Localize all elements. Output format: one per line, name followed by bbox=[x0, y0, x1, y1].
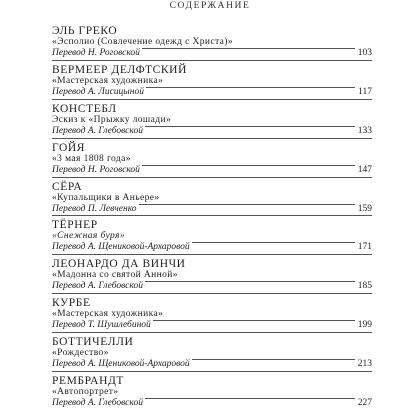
artist-name: ЭЛЬ ГРЕКО bbox=[52, 25, 118, 37]
artist-name: КОНСТЕБЛ bbox=[52, 102, 117, 115]
artwork-title: «Автопортрет» bbox=[52, 387, 119, 398]
artwork-title: «Купальщики в Аньере» bbox=[52, 192, 160, 203]
toc-entry[interactable] bbox=[52, 216, 372, 255]
artist-name: ТЁРНЕР bbox=[52, 219, 98, 232]
page-number: 199 bbox=[355, 320, 372, 331]
translator-row bbox=[52, 359, 372, 370]
artist-name: ВЕРМЕЕР ДЕЛФТСКИЙ bbox=[52, 63, 187, 76]
translator-row bbox=[52, 242, 372, 253]
translator-row bbox=[52, 281, 372, 292]
artwork-title: «Рождество» bbox=[52, 348, 109, 359]
artwork-title: «3 мая 1808 года» bbox=[52, 153, 131, 164]
translator-row bbox=[52, 204, 372, 215]
page-number: 185 bbox=[355, 281, 372, 292]
artist-name: ЛЕОНАРДО ДА ВИНЧИ bbox=[52, 258, 186, 271]
translator: Перевод А. Глебовской bbox=[52, 281, 143, 292]
translator: Перевод Т. Шушлебиной bbox=[52, 320, 151, 331]
translator: Перевод Н. Роговской bbox=[52, 48, 140, 58]
artwork-title: «Мастерская художника» bbox=[52, 75, 164, 86]
toc-entry[interactable] bbox=[52, 255, 372, 294]
translator: Перевод Н. Роговской bbox=[52, 164, 140, 175]
artwork-title: «Эсполио (Совлечение одежд с Христа)» bbox=[52, 37, 233, 47]
artwork-title: «Мастерская художника» bbox=[52, 309, 164, 320]
toc-entry[interactable] bbox=[52, 100, 372, 139]
page-number: 227 bbox=[355, 398, 372, 409]
artwork-title: «Снежная буря» bbox=[52, 231, 126, 242]
toc-entry[interactable] bbox=[52, 372, 372, 411]
translator-row bbox=[52, 48, 372, 59]
translator-row bbox=[52, 165, 372, 176]
translator: Перевод А. Щениковой-Архаровой bbox=[52, 359, 190, 370]
page-number: 147 bbox=[355, 165, 372, 176]
toc-entry[interactable] bbox=[52, 139, 372, 178]
page-number: 213 bbox=[355, 359, 372, 370]
toc-entry[interactable] bbox=[52, 61, 372, 100]
page-header: СОДЕРЖАНИЕ bbox=[169, 1, 251, 11]
page-number: 159 bbox=[355, 204, 372, 215]
translator-row bbox=[52, 320, 372, 331]
toc-entry[interactable] bbox=[52, 22, 372, 61]
page-number: 103 bbox=[355, 48, 372, 59]
artwork-title: Эскиз к «Прыжку лошади» bbox=[52, 114, 172, 125]
translator: Перевод А. Щениковой-Архаровой bbox=[52, 242, 190, 253]
artist-name: БОТТИЧЕЛЛИ bbox=[52, 336, 134, 349]
toc-entry[interactable] bbox=[52, 294, 372, 333]
translator-row bbox=[52, 87, 372, 98]
page-number: 171 bbox=[355, 242, 372, 253]
artist-name: РЕМБРАНДТ bbox=[52, 375, 125, 388]
page-number: 133 bbox=[355, 126, 372, 137]
translator-row bbox=[52, 398, 372, 409]
translator: Перевод А. Глебовской bbox=[52, 398, 143, 409]
table-of-contents bbox=[52, 22, 372, 411]
artwork-title: «Мадонна со святой Анной» bbox=[52, 270, 178, 281]
toc-entry[interactable] bbox=[52, 178, 372, 217]
translator: Перевод А. Лисицыной bbox=[52, 86, 144, 97]
translator-row bbox=[52, 126, 372, 137]
artist-name: ГОЙЯ bbox=[52, 141, 86, 154]
toc-entry[interactable] bbox=[52, 333, 372, 372]
translator: Перевод А. Глебовской bbox=[52, 125, 143, 136]
artist-name: КУРБЕ bbox=[52, 297, 91, 310]
artist-name: СЁРА bbox=[52, 180, 83, 193]
page-number: 117 bbox=[355, 87, 372, 98]
translator: Перевод П. Левченко bbox=[52, 203, 137, 214]
